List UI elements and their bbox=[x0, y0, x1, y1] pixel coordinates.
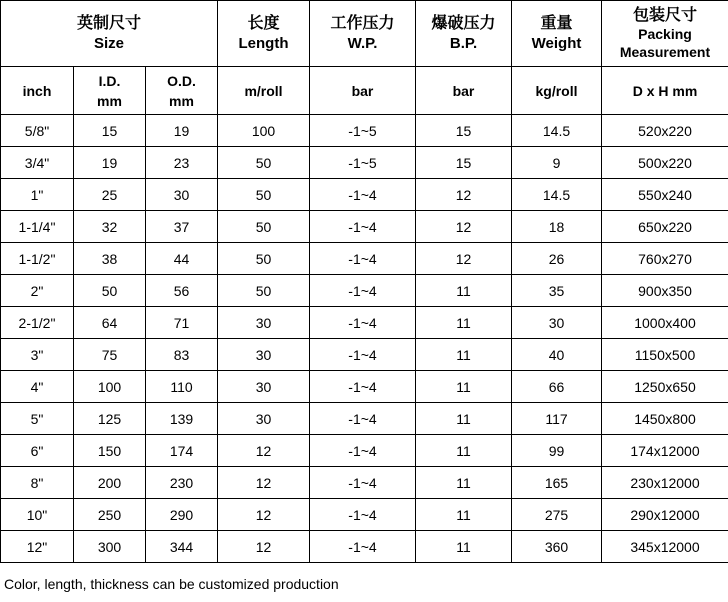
cell-packing: 520x220 bbox=[602, 115, 728, 147]
cell-id: 300 bbox=[74, 531, 146, 563]
cell-weight: 99 bbox=[512, 435, 602, 467]
cell-wp: -1~4 bbox=[310, 275, 416, 307]
table-row bbox=[1, 403, 728, 435]
cell-id: 75 bbox=[74, 339, 146, 371]
cell-id: 250 bbox=[74, 499, 146, 531]
cell-wp: -1~4 bbox=[310, 307, 416, 339]
table-row bbox=[1, 499, 728, 531]
cell-length: 12 bbox=[218, 499, 310, 531]
weight-unit: kg/roll bbox=[535, 82, 578, 99]
cell-od: 230 bbox=[146, 467, 218, 499]
bp-header-cn: 爆破压力 bbox=[431, 14, 496, 32]
wp-unit-cell bbox=[310, 67, 416, 115]
cell-weight: 14.5 bbox=[512, 179, 602, 211]
table-row bbox=[1, 307, 728, 339]
length-header-en: Length bbox=[238, 34, 289, 52]
cell-packing: 500x220 bbox=[602, 147, 728, 179]
packing-unit: D x H mm bbox=[632, 82, 698, 99]
cell-packing: 900x350 bbox=[602, 275, 728, 307]
inch-unit: inch bbox=[22, 82, 52, 99]
cell-wp: -1~4 bbox=[310, 499, 416, 531]
cell-inch: 1-1/4" bbox=[1, 211, 74, 243]
cell-id: 64 bbox=[74, 307, 146, 339]
cell-id: 15 bbox=[74, 115, 146, 147]
cell-weight: 14.5 bbox=[512, 115, 602, 147]
cell-inch: 6" bbox=[1, 435, 74, 467]
cell-packing: 1150x500 bbox=[602, 339, 728, 371]
cell-bp: 11 bbox=[416, 467, 512, 499]
cell-inch: 5/8" bbox=[1, 115, 74, 147]
cell-od: 19 bbox=[146, 115, 218, 147]
table-row bbox=[1, 211, 728, 243]
cell-id: 200 bbox=[74, 467, 146, 499]
cell-wp: -1~5 bbox=[310, 115, 416, 147]
table-row bbox=[1, 179, 728, 211]
cell-id: 25 bbox=[74, 179, 146, 211]
cell-weight: 9 bbox=[512, 147, 602, 179]
cell-weight: 66 bbox=[512, 371, 602, 403]
cell-inch: 1-1/2" bbox=[1, 243, 74, 275]
wp-header bbox=[310, 1, 416, 67]
footnote: Color, length, thickness can be customized production bbox=[4, 576, 339, 592]
table-row bbox=[1, 531, 728, 563]
cell-length: 50 bbox=[218, 179, 310, 211]
cell-length: 30 bbox=[218, 339, 310, 371]
cell-bp: 11 bbox=[416, 275, 512, 307]
cell-id: 32 bbox=[74, 211, 146, 243]
cell-packing: 1250x650 bbox=[602, 371, 728, 403]
cell-packing: 345x12000 bbox=[602, 531, 728, 563]
table-row bbox=[1, 147, 728, 179]
packing-header-en1: Packing bbox=[638, 25, 692, 42]
packing-unit-cell bbox=[602, 67, 728, 115]
cell-wp: -1~4 bbox=[310, 243, 416, 275]
cell-length: 50 bbox=[218, 243, 310, 275]
cell-length: 12 bbox=[218, 467, 310, 499]
cell-length: 30 bbox=[218, 307, 310, 339]
length-unit: m/roll bbox=[244, 82, 283, 99]
bp-unit-cell bbox=[416, 67, 512, 115]
table-row bbox=[1, 275, 728, 307]
od-unit-cell bbox=[146, 67, 218, 115]
cell-wp: -1~5 bbox=[310, 147, 416, 179]
cell-wp: -1~4 bbox=[310, 339, 416, 371]
cell-bp: 15 bbox=[416, 115, 512, 147]
table-row bbox=[1, 243, 728, 275]
cell-weight: 30 bbox=[512, 307, 602, 339]
packing-header bbox=[602, 1, 728, 67]
cell-weight: 117 bbox=[512, 403, 602, 435]
cell-packing: 650x220 bbox=[602, 211, 728, 243]
cell-weight: 275 bbox=[512, 499, 602, 531]
size-header-cn: 英制尺寸 bbox=[76, 14, 141, 32]
cell-od: 44 bbox=[146, 243, 218, 275]
cell-wp: -1~4 bbox=[310, 403, 416, 435]
wp-unit: bar bbox=[351, 82, 374, 99]
cell-inch: 2-1/2" bbox=[1, 307, 74, 339]
cell-weight: 165 bbox=[512, 467, 602, 499]
od-label: O.D. bbox=[167, 72, 196, 89]
cell-wp: -1~4 bbox=[310, 179, 416, 211]
cell-packing: 550x240 bbox=[602, 179, 728, 211]
cell-id: 125 bbox=[74, 403, 146, 435]
od-unit: mm bbox=[169, 92, 194, 109]
cell-od: 30 bbox=[146, 179, 218, 211]
header-row-units bbox=[1, 67, 728, 115]
cell-wp: -1~4 bbox=[310, 531, 416, 563]
id-unit-cell bbox=[74, 67, 146, 115]
cell-bp: 12 bbox=[416, 179, 512, 211]
length-unit-cell bbox=[218, 67, 310, 115]
cell-packing: 230x12000 bbox=[602, 467, 728, 499]
cell-packing: 174x12000 bbox=[602, 435, 728, 467]
cell-id: 150 bbox=[74, 435, 146, 467]
weight-unit-cell bbox=[512, 67, 602, 115]
cell-inch: 3/4" bbox=[1, 147, 74, 179]
size-header bbox=[1, 1, 218, 67]
cell-inch: 8" bbox=[1, 467, 74, 499]
cell-od: 174 bbox=[146, 435, 218, 467]
table-row bbox=[1, 339, 728, 371]
weight-header-cn: 重量 bbox=[540, 14, 573, 32]
cell-length: 50 bbox=[218, 147, 310, 179]
cell-inch: 12" bbox=[1, 531, 74, 563]
cell-length: 30 bbox=[218, 371, 310, 403]
cell-bp: 12 bbox=[416, 211, 512, 243]
cell-bp: 11 bbox=[416, 339, 512, 371]
cell-od: 37 bbox=[146, 211, 218, 243]
cell-wp: -1~4 bbox=[310, 211, 416, 243]
size-header-en: Size bbox=[93, 34, 124, 52]
table-row bbox=[1, 371, 728, 403]
cell-inch: 4" bbox=[1, 371, 74, 403]
bp-header-en: B.P. bbox=[449, 34, 478, 52]
length-header bbox=[218, 1, 310, 67]
cell-weight: 26 bbox=[512, 243, 602, 275]
wp-header-en: W.P. bbox=[347, 34, 378, 52]
header-row-titles bbox=[1, 1, 728, 67]
inch-unit-cell bbox=[1, 67, 74, 115]
packing-header-en2: Measurement bbox=[619, 43, 711, 60]
cell-od: 110 bbox=[146, 371, 218, 403]
cell-bp: 11 bbox=[416, 531, 512, 563]
packing-header-cn: 包装尺寸 bbox=[632, 6, 697, 24]
cell-packing: 760x270 bbox=[602, 243, 728, 275]
cell-bp: 11 bbox=[416, 435, 512, 467]
table-row bbox=[1, 467, 728, 499]
cell-id: 50 bbox=[74, 275, 146, 307]
cell-bp: 15 bbox=[416, 147, 512, 179]
length-header-cn: 长度 bbox=[247, 14, 280, 32]
cell-packing: 290x12000 bbox=[602, 499, 728, 531]
cell-packing: 1450x800 bbox=[602, 403, 728, 435]
cell-id: 38 bbox=[74, 243, 146, 275]
wp-header-cn: 工作压力 bbox=[330, 14, 395, 32]
cell-bp: 11 bbox=[416, 307, 512, 339]
cell-packing: 1000x400 bbox=[602, 307, 728, 339]
cell-id: 19 bbox=[74, 147, 146, 179]
cell-od: 71 bbox=[146, 307, 218, 339]
cell-length: 100 bbox=[218, 115, 310, 147]
cell-weight: 360 bbox=[512, 531, 602, 563]
cell-wp: -1~4 bbox=[310, 435, 416, 467]
cell-od: 83 bbox=[146, 339, 218, 371]
cell-inch: 10" bbox=[1, 499, 74, 531]
cell-length: 12 bbox=[218, 531, 310, 563]
cell-bp: 11 bbox=[416, 403, 512, 435]
cell-weight: 18 bbox=[512, 211, 602, 243]
cell-od: 139 bbox=[146, 403, 218, 435]
cell-length: 50 bbox=[218, 275, 310, 307]
cell-bp: 11 bbox=[416, 499, 512, 531]
bp-unit: bar bbox=[452, 82, 475, 99]
id-unit: mm bbox=[97, 92, 122, 109]
cell-wp: -1~4 bbox=[310, 467, 416, 499]
weight-header bbox=[512, 1, 602, 67]
cell-inch: 1" bbox=[1, 179, 74, 211]
cell-bp: 12 bbox=[416, 243, 512, 275]
cell-bp: 11 bbox=[416, 371, 512, 403]
table-row bbox=[1, 115, 728, 147]
bp-header bbox=[416, 1, 512, 67]
table-body bbox=[1, 1, 728, 563]
cell-wp: -1~4 bbox=[310, 371, 416, 403]
cell-length: 30 bbox=[218, 403, 310, 435]
cell-length: 12 bbox=[218, 435, 310, 467]
cell-od: 290 bbox=[146, 499, 218, 531]
cell-id: 100 bbox=[74, 371, 146, 403]
table-row bbox=[1, 435, 728, 467]
weight-header-en: Weight bbox=[531, 34, 582, 52]
id-label: I.D. bbox=[98, 72, 121, 89]
cell-length: 50 bbox=[218, 211, 310, 243]
cell-weight: 40 bbox=[512, 339, 602, 371]
cell-weight: 35 bbox=[512, 275, 602, 307]
cell-inch: 5" bbox=[1, 403, 74, 435]
cell-inch: 2" bbox=[1, 275, 74, 307]
cell-od: 344 bbox=[146, 531, 218, 563]
cell-od: 23 bbox=[146, 147, 218, 179]
cell-inch: 3" bbox=[1, 339, 74, 371]
cell-od: 56 bbox=[146, 275, 218, 307]
